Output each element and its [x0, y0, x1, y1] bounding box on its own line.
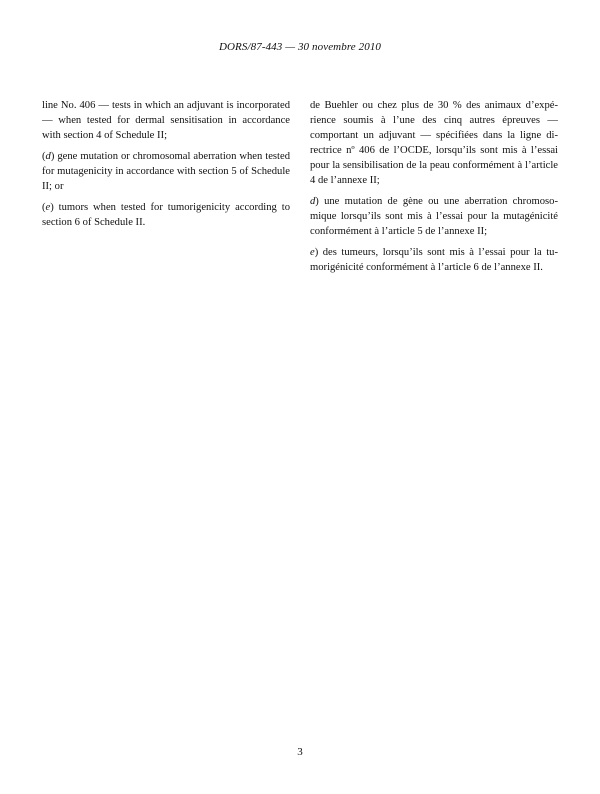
french-paragraph-c-continued: de Buehler ou chez plus de 30 % des animaux d’expérience soumis à l’une des cinq autres épreuves — comportant un adjuvant — spécifiées dans la ligne directrice nº 406 de l’OCDE, lorsqu’ils sont mis à l’essai pour la sensibilisation de la peau conformément à l’article 4 de l’annexe II; [310, 100, 558, 186]
paragraph-marker-d: d [45, 151, 51, 162]
french-column [310, 98, 558, 281]
running-header: DORS/87-443 — 30 novembre 2010 [218, 41, 382, 53]
french-paragraph-d-text: une mutation de gène ou une aberration chromosomique lorsqu’ils sont mis à l’essai pour la mutagénicité conformément à l’article 5 de l’annexe II; [310, 196, 558, 237]
english-paragraph-d: (d) gene mutation or chromosomal aberration when tested for mutagenicity in accordance with section 5 of Schedule II; or [42, 151, 290, 192]
french-paragraph-e-text: des tumeurs, lorsqu’ils sont mis à l’essai pour la tumorigénicité conformément à l’article 6 de l’annexe II. [310, 247, 558, 273]
paragraph-marker-d-fr: d [310, 196, 316, 207]
page-number: 3 [297, 746, 303, 758]
french-paragraph-e: e) des tumeurs, lorsqu’ils sont mis à l’essai pour la tumorigénicité conformément à l’article 6 de l’annexe II. [310, 247, 558, 273]
paragraph-marker-e-fr: e [310, 247, 315, 258]
english-paragraph-e: (e) tumors when tested for tumorigenicity according to section 6 of Schedule II. [42, 202, 290, 228]
english-paragraph-e-text: tumors when tested for tumorigenicity according to section 6 of Schedule II. [42, 202, 290, 228]
english-paragraph-d-text: gene mutation or chromosomal aberration when tested for mutagenicity in accordance with section 5 of Schedule II; or [42, 151, 290, 192]
english-column [42, 98, 290, 236]
french-paragraph-d: d) une mutation de gène ou une aberration chromosomique lorsqu’ils sont mis à l’essai pour la mutagénicité conformément à l’article 5 de l’annexe II; [310, 196, 558, 237]
english-paragraph-c-continued: line No. 406 — tests in which an adjuvant is incorporated — when tested for dermal sensitisation in accordance with section 4 of Schedule II; [42, 100, 290, 141]
paragraph-marker-e: e [45, 202, 51, 213]
